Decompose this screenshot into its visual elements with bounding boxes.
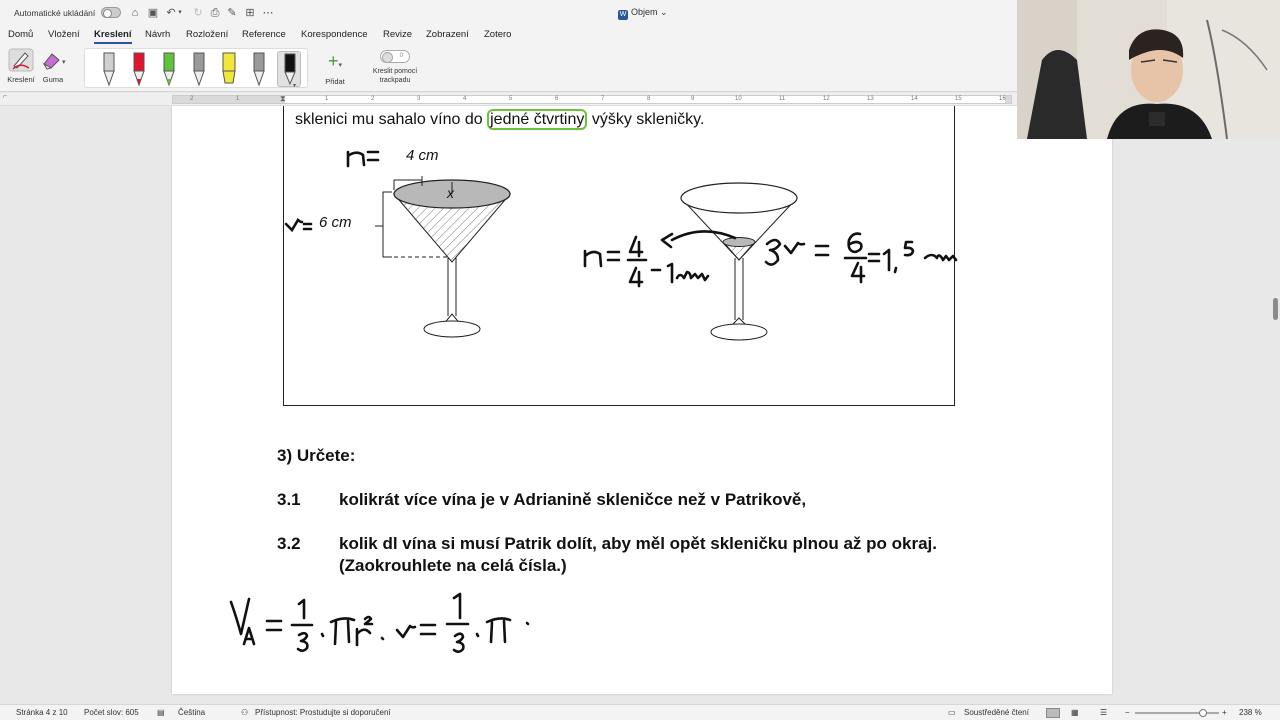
tab-vlozeni[interactable]: Vložení xyxy=(48,29,80,40)
print-icon[interactable]: ⎙ xyxy=(210,7,220,19)
tab-zotero[interactable]: Zotero xyxy=(484,29,512,40)
presenter-webcam-image xyxy=(1017,0,1280,139)
ruler-number: 5 xyxy=(509,96,513,102)
word-doc-icon: W xyxy=(619,11,627,18)
task-text-end: výšky skleničky. xyxy=(587,111,705,128)
ruler-number: 1 xyxy=(236,96,240,102)
handwriting-right xyxy=(585,231,956,286)
highlighted-phrase: jedné čtvrtiny xyxy=(487,109,587,130)
ruler-number: 4 xyxy=(463,96,467,102)
question-3-2-text: kolik dl vína si musí Patrik dolít, aby měl opět skleničku plnou až po okraj. xyxy=(339,534,937,553)
figure-drawing xyxy=(172,106,1112,694)
redo-icon[interactable]: ↻ xyxy=(193,7,203,19)
autosave-label: Automatické ukládání xyxy=(14,8,96,18)
vertical-scrollbar[interactable] xyxy=(1272,106,1280,704)
focus-icon[interactable]: ▭ xyxy=(948,708,956,717)
question-3-1-text: kolikrát více vína je v Adrianině skleničce než v Patrikově, xyxy=(339,490,807,509)
save-icon[interactable]: ▣ xyxy=(147,7,159,19)
more-icon[interactable]: ⋯ xyxy=(262,7,274,19)
question-3-1-number: 3.1 xyxy=(277,490,301,509)
draw-tool-label: Kreslení xyxy=(7,75,35,84)
ruler-strip xyxy=(172,95,1012,104)
document-title-text: Objem xyxy=(631,7,658,17)
question-3-2-note: (Zaokrouhlete na celá čísla.) xyxy=(339,556,567,575)
ruler-number: 7 xyxy=(601,96,605,102)
ruler-number: 15 xyxy=(955,96,962,102)
ruler-number: 10 xyxy=(735,96,742,102)
zoom-in-icon[interactable]: + xyxy=(1222,708,1227,717)
section-3-title: 3) Určete: xyxy=(277,446,356,465)
pen-highlighter-yellow[interactable] xyxy=(217,51,241,87)
ruler-number: 1 xyxy=(325,96,329,102)
tab-rozlozeni[interactable]: Rozložení xyxy=(186,29,229,40)
eraser-label: Guma xyxy=(42,75,64,84)
ruler-number: 12 xyxy=(823,96,830,102)
ruler-number: 2 xyxy=(190,96,194,102)
ruler-number: 8 xyxy=(647,96,651,102)
format-icon[interactable]: ⊞ xyxy=(245,7,255,19)
draw-tool-icon xyxy=(4,48,38,72)
tab-navrh[interactable]: Návrh xyxy=(145,29,171,40)
indent-marker-icon[interactable]: ⧗ xyxy=(280,94,286,103)
horizontal-ruler[interactable] xyxy=(0,93,1018,106)
svg-text:▾: ▾ xyxy=(62,59,66,66)
pen-gray[interactable] xyxy=(97,51,121,87)
accessibility-status[interactable]: Přístupnost: Prostudujte si doporučení xyxy=(255,708,391,717)
undo-dropdown-icon[interactable]: ▾ xyxy=(178,9,182,16)
proofing-icon[interactable]: ▤ xyxy=(157,708,165,717)
outline-view-icon[interactable]: ☰ xyxy=(1100,708,1108,717)
eraser-button[interactable] xyxy=(36,48,70,84)
pen-green[interactable] xyxy=(157,51,181,87)
trackpad-switch[interactable] xyxy=(380,50,410,63)
document-page[interactable] xyxy=(172,106,1112,694)
draw-pen-icon[interactable]: ✎ xyxy=(227,7,237,19)
chevron-down-icon: ⌄ xyxy=(660,7,668,17)
trackpad-label: Kreslit pomocí trackpadu xyxy=(372,68,418,84)
page-counter[interactable]: Stránka 4 z 10 xyxy=(16,708,68,717)
document-canvas[interactable] xyxy=(0,106,1272,704)
pen-pencil-gray[interactable] xyxy=(187,51,211,87)
pen-pencil[interactable] xyxy=(247,51,271,87)
plus-icon: +▾ xyxy=(327,51,343,71)
ruler-number: 16 xyxy=(999,96,1006,102)
ruler-number: 2 xyxy=(371,96,375,102)
pen-red[interactable] xyxy=(127,51,151,87)
focus-mode-button[interactable]: Soustředěné čtení xyxy=(964,708,1029,717)
ruler-number: 14 xyxy=(911,96,918,102)
undo-icon[interactable]: ↶ xyxy=(166,7,176,19)
ruler-number: 13 xyxy=(867,96,874,102)
language-indicator[interactable]: Čeština xyxy=(178,708,206,717)
home-icon[interactable]: ⌂ xyxy=(131,7,139,19)
top-mark-x: x xyxy=(447,185,454,201)
handwriting-formula xyxy=(231,594,528,652)
zoom-level[interactable]: 238 % xyxy=(1239,708,1262,717)
zoom-out-icon[interactable]: − xyxy=(1125,708,1130,717)
trackpad-toggle[interactable] xyxy=(368,50,422,85)
draw-tool-button[interactable] xyxy=(4,48,38,84)
tab-zobrazeni[interactable]: Zobrazení xyxy=(426,29,469,40)
tab-kresleni[interactable]: Kreslení xyxy=(94,29,132,40)
web-layout-view-icon[interactable]: ▦ xyxy=(1071,708,1079,717)
pen-gallery xyxy=(84,48,308,88)
right-glass xyxy=(681,183,797,340)
left-glass xyxy=(319,147,510,337)
word-count[interactable]: Počet slov: 605 xyxy=(84,708,139,717)
add-pen-button[interactable] xyxy=(320,50,350,86)
question-3-2-number: 3.2 xyxy=(277,534,301,553)
accessibility-icon[interactable]: ⚇ xyxy=(241,708,249,717)
webcam-overlay xyxy=(1017,0,1280,139)
tab-domu[interactable]: Domů xyxy=(8,29,34,40)
radius-label: 4 cm xyxy=(406,147,439,164)
task-text-start: sklenici mu sahalo víno do xyxy=(295,111,488,128)
tab-reference[interactable]: Reference xyxy=(242,29,286,40)
svg-text:▾: ▾ xyxy=(293,83,297,88)
zoom-slider-thumb[interactable] xyxy=(1199,709,1207,717)
tab-revize[interactable]: Revize xyxy=(383,29,413,40)
ruler-number: 11 xyxy=(779,96,786,102)
print-layout-view-icon[interactable] xyxy=(1046,708,1060,718)
ruler-number: 9 xyxy=(691,96,695,102)
eraser-icon xyxy=(36,48,70,72)
ruler-number: 3 xyxy=(417,96,421,102)
tab-korespondence[interactable]: Korespondence xyxy=(301,29,368,40)
add-pen-label: Přidat xyxy=(325,77,345,86)
status-bar xyxy=(0,704,1280,720)
ruler-number: 6 xyxy=(555,96,559,102)
scrollbar-thumb[interactable] xyxy=(1273,298,1278,320)
document-title[interactable] xyxy=(618,7,668,20)
height-label: 6 cm xyxy=(319,214,352,231)
tab-stop-icon[interactable]: ⌐ xyxy=(3,93,8,100)
pen-black-selected[interactable] xyxy=(277,51,301,87)
autosave-toggle[interactable] xyxy=(101,7,121,18)
